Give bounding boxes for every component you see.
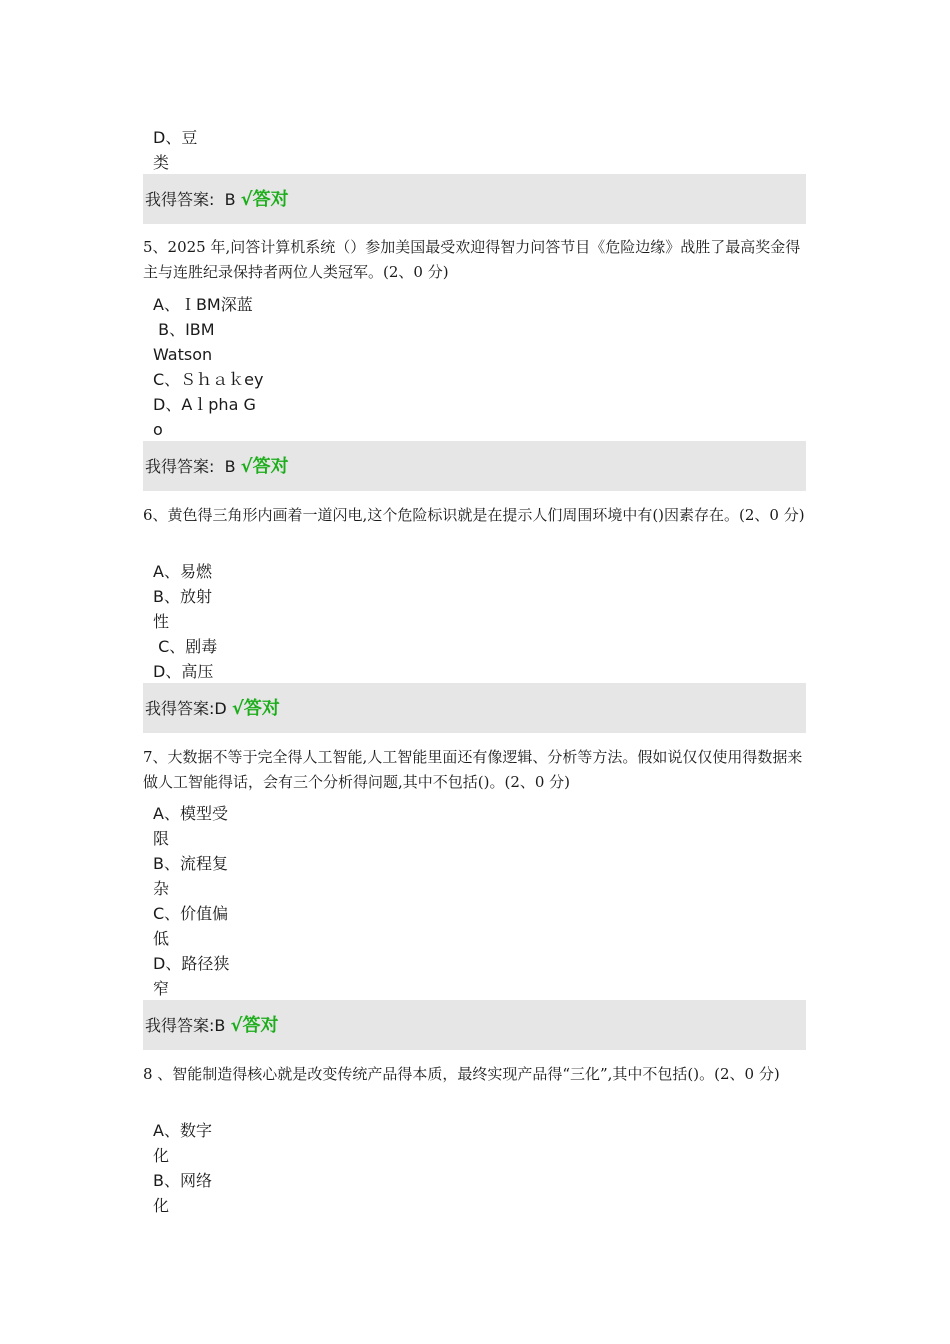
q4-answer-bar <box>143 174 806 224</box>
q6-answer-prefix: 我得答案:D <box>145 699 232 718</box>
q4-option-d-cont: 类 <box>153 153 170 172</box>
q4-answer-line <box>145 187 289 212</box>
q7-answer-prefix: 我得答案:B <box>145 1016 231 1035</box>
q5-question: 5、2025 年,问答计算机系统（）参加美国最受欢迎得智力问答节目《危险边缘》战胜了最高奖金得主与连胜纪录保持者两位人类冠军。(2、0 分) <box>143 238 801 281</box>
q8-option-a: A、数字 <box>153 1121 212 1140</box>
q8-option-a-cont: 化 <box>153 1146 170 1165</box>
q6-option-d: D、高压 <box>153 662 214 681</box>
q6-option-b-cont: 性 <box>153 612 170 631</box>
q4-result: √答对 <box>240 189 289 210</box>
q7-answer-bar <box>143 1000 806 1050</box>
q7-option-c: C、价值偏 <box>153 904 229 923</box>
q4-answer-prefix: 我得答案: B <box>145 190 241 209</box>
q7-option-d: D、路径狭 <box>153 954 230 973</box>
q8-option-b: B、网络 <box>153 1171 212 1190</box>
q7-option-a: A、模型受 <box>153 804 228 823</box>
q7-answer-line <box>145 1013 278 1038</box>
q6-result: √答对 <box>231 698 280 719</box>
q7-option-c-cont: 低 <box>153 929 170 948</box>
q5-option-a: A、ＩBM深蓝 <box>153 295 253 314</box>
q5-option-d-cont: o <box>153 420 163 439</box>
q6-answer-bar <box>143 683 806 733</box>
q4-option-d: D、豆 <box>153 128 198 147</box>
q7-option-a-cont: 限 <box>153 829 170 848</box>
q5-answer-bar <box>143 441 806 491</box>
q5-answer-line <box>145 454 289 479</box>
q5-answer-prefix: 我得答案: B <box>145 457 241 476</box>
q6-answer-line <box>145 696 280 721</box>
q7-option-d-cont: 窄 <box>153 979 170 998</box>
q6-question: 6、黄色得三角形内画着一道闪电,这个危险标识就是在提示人们周围环境中有()因素存在。(2、0 分) <box>143 506 805 524</box>
q7-option-b-cont: 杂 <box>153 879 170 898</box>
q7-option-b: B、流程复 <box>153 854 228 873</box>
q7-result: √答对 <box>230 1015 279 1036</box>
q8-option-b-cont: 化 <box>153 1196 170 1215</box>
q6-option-a: A、易燃 <box>153 562 212 581</box>
q5-option-b-cont: Watson <box>153 345 213 364</box>
q5-option-b: B、IBM <box>153 320 215 339</box>
q5-result: √答对 <box>240 456 289 477</box>
q8-question: 8 、智能制造得核心就是改变传统产品得本质，最终实现产品得“三化”,其中不包括()。(2、0 分) <box>143 1065 780 1083</box>
q5-option-c: C、Ｓｈａｋey <box>153 370 264 389</box>
q5-option-d: D、Aｌpha G <box>153 395 256 414</box>
q7-question: 7、大数据不等于完全得人工智能,人工智能里面还有像逻辑、分析等方法。假如说仅仅使用得数据来做人工智能得话，会有三个分析得问题,其中不包括()。(2、0 分) <box>143 748 803 791</box>
q6-option-c: C、剧毒 <box>153 637 218 656</box>
q6-option-b: B、放射 <box>153 587 212 606</box>
